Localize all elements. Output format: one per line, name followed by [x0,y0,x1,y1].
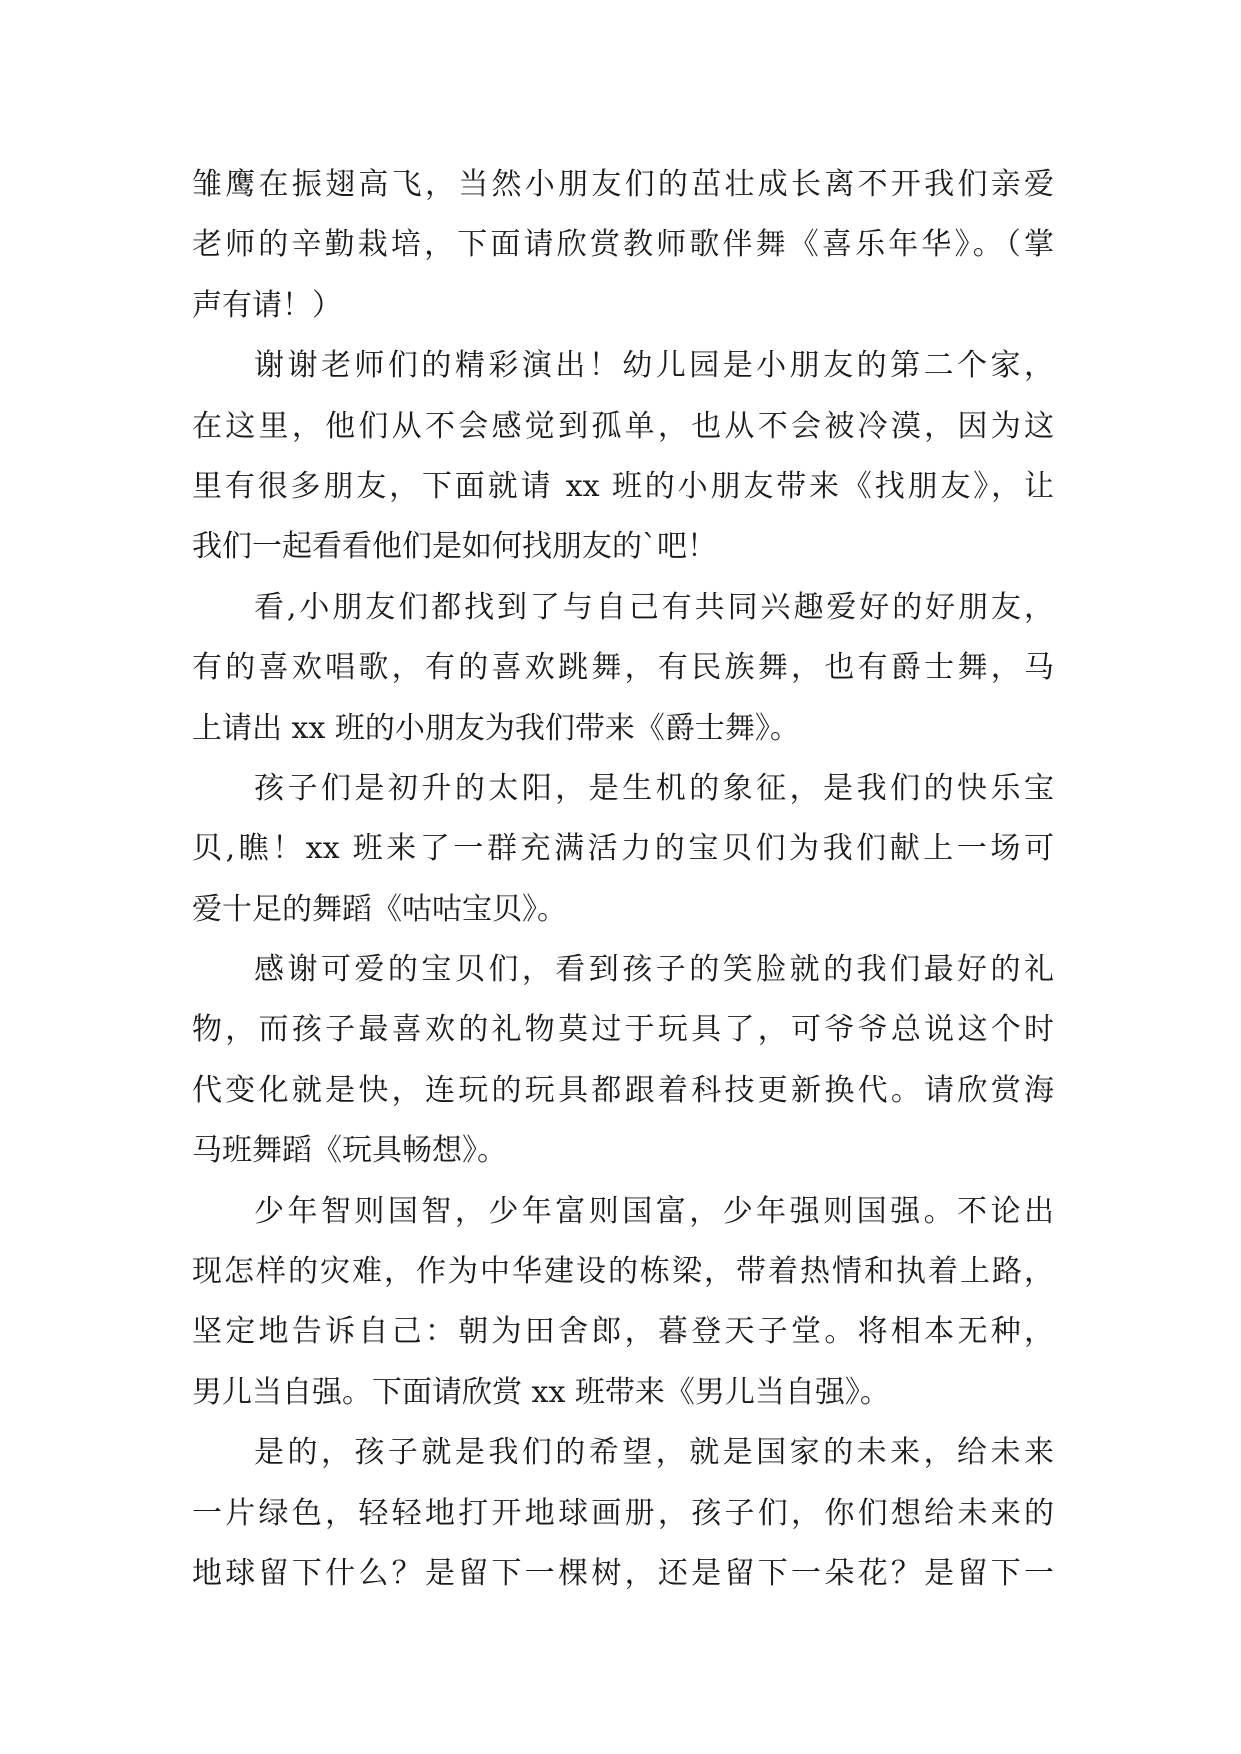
text-line: 声有请！） [192,287,342,323]
paragraph [192,759,1054,940]
paragraph [192,1182,1054,1424]
text-line: 老师的辛勤栽培，下面请欣赏教师歌伴舞《喜乐年华》。（掌 [192,227,1054,263]
text-line: 马班舞蹈《玩具畅想》。 [192,1133,507,1169]
text-line: 里有很多朋友，下面就请 xx 班的小朋友带来《找朋友》，让 [192,468,1054,504]
text-line: 一片绿色，轻轻地打开地球画册，孩子们，你们想给未来的 [192,1495,1054,1531]
text-line: 孩子们是初升的太阳，是生机的象征，是我们的快乐宝 [254,770,1054,806]
text-line: 谢谢老师们的精彩演出！幼儿园是小朋友的第二个家， [254,348,1054,384]
text-line: 在这里，他们从不会感觉到孤单，也从不会被冷漠，因为这 [192,408,1054,444]
text-line: 我们一起看看他们是如何找朋友的`吧！ [192,529,717,565]
text-line: 现怎样的灾难，作为中华建设的栋梁，带着热情和执着上路， [192,1254,1054,1290]
text-line: 坚定地告诉自己：朝为田舍郎，暮登天子堂。将相本无种， [192,1314,1054,1350]
text-line: 贝,瞧！xx 班来了一群充满活力的宝贝们为我们献上一场可 [192,831,1054,867]
paragraph [192,155,1054,336]
text-line: 少年智则国智，少年富则国富，少年强则国强。不论出 [254,1193,1054,1229]
paragraph [192,336,1054,578]
paragraph [192,578,1054,759]
paragraph [192,940,1054,1182]
text-line: 看,小朋友们都找到了与自己有共同兴趣爱好的好朋友， [254,589,1054,625]
text-line: 爱十足的舞蹈《咕咕宝贝》。 [192,891,567,927]
text-line: 男儿当自强。下面请欣赏 xx 班带来《男儿当自强》。 [192,1374,890,1410]
paragraph [192,1423,1054,1604]
text-line: 物，而孩子最喜欢的礼物莫过于玩具了，可爷爷总说这个时 [192,1012,1054,1048]
document-body [192,155,1054,1604]
text-line: 雏鹰在振翅高飞，当然小朋友们的茁壮成长离不开我们亲爱 [192,167,1054,202]
text-line: 是的，孩子就是我们的希望，就是国家的未来，给未来 [254,1435,1054,1471]
text-line: 有的喜欢唱歌，有的喜欢跳舞，有民族舞，也有爵士舞，马 [192,650,1054,686]
text-line: 地球留下什么？是留下一棵树，还是留下一朵花？是留下一 [192,1555,1054,1591]
text-line: 感谢可爱的宝贝们，看到孩子的笑脸就的我们最好的礼 [254,952,1054,988]
text-line: 上请出 xx 班的小朋友为我们带来《爵士舞》。 [192,710,800,746]
text-line: 代变化就是快，连玩的玩具都跟着科技更新换代。请欣赏海 [192,1072,1054,1108]
